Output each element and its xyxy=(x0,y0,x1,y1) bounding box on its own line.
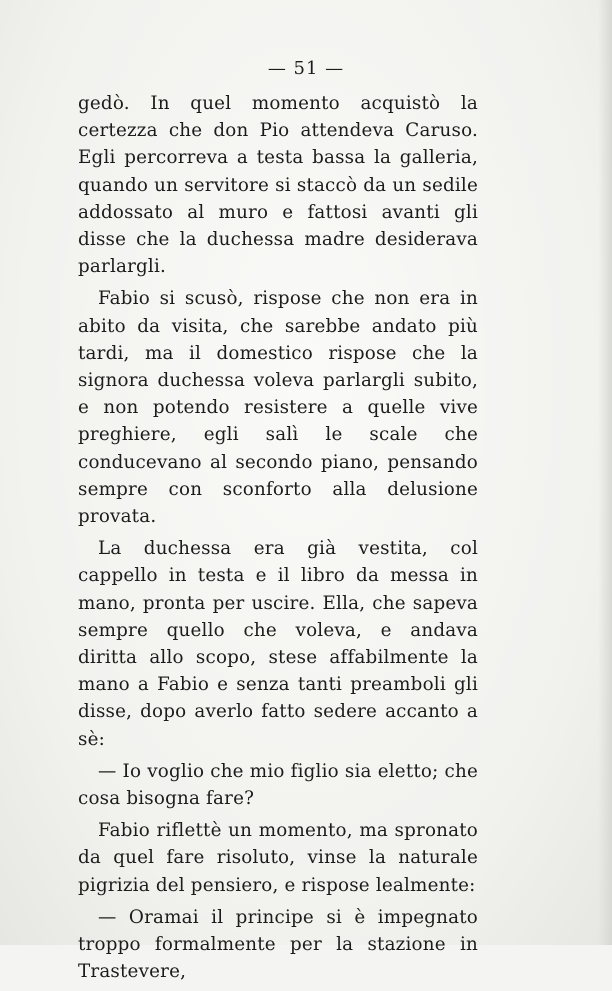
body-text xyxy=(78,90,478,991)
paragraph-3: La duchessa era già vestita, col cappello in testa e il libro da messa in mano, pronta per uscire. Ella, che sapeva sempre quello che voleva, e andava diritta allo scopo, stese affabilmente la mano a Fabio e senza tanti preamboli gli disse, dopo averlo fatto sedere accanto a sè: xyxy=(78,538,478,750)
paragraph-1: gedò. In quel momento acquistò la certezza che don Pio attendeva Caruso. Egli percorreva a testa bassa la galleria, quando un servitore si staccò da un sedile addossato al muro e fattosi avanti gli disse che la duchessa madre desiderava parlargli. xyxy=(78,93,478,278)
paragraph-2: Fabio si scusò, rispose che non era in abito da visita, che sarebbe andato più tardi, ma il domestico rispose che la signora duchessa voleva parlargli subito, e non potendo resistere a quelle vive preghiere, egli salì le scale che conducevano al secondo piano, pensando sempre con sconforto alla delusione provata. xyxy=(78,288,478,528)
paragraph-6: — Oramai il principe si è impegnato troppo formalmente per la stazione in Trastevere, xyxy=(78,906,478,983)
page-number: — 51 — xyxy=(267,58,345,79)
paragraph-4: — Io voglio che mio figlio sia eletto; che cosa bisogna fare? xyxy=(78,760,478,810)
paragraph-5: Fabio riflettè un momento, ma spronato da quel fare risoluto, vinse la naturale pigrizia del pensiero, e rispose lealmente: xyxy=(78,820,478,896)
